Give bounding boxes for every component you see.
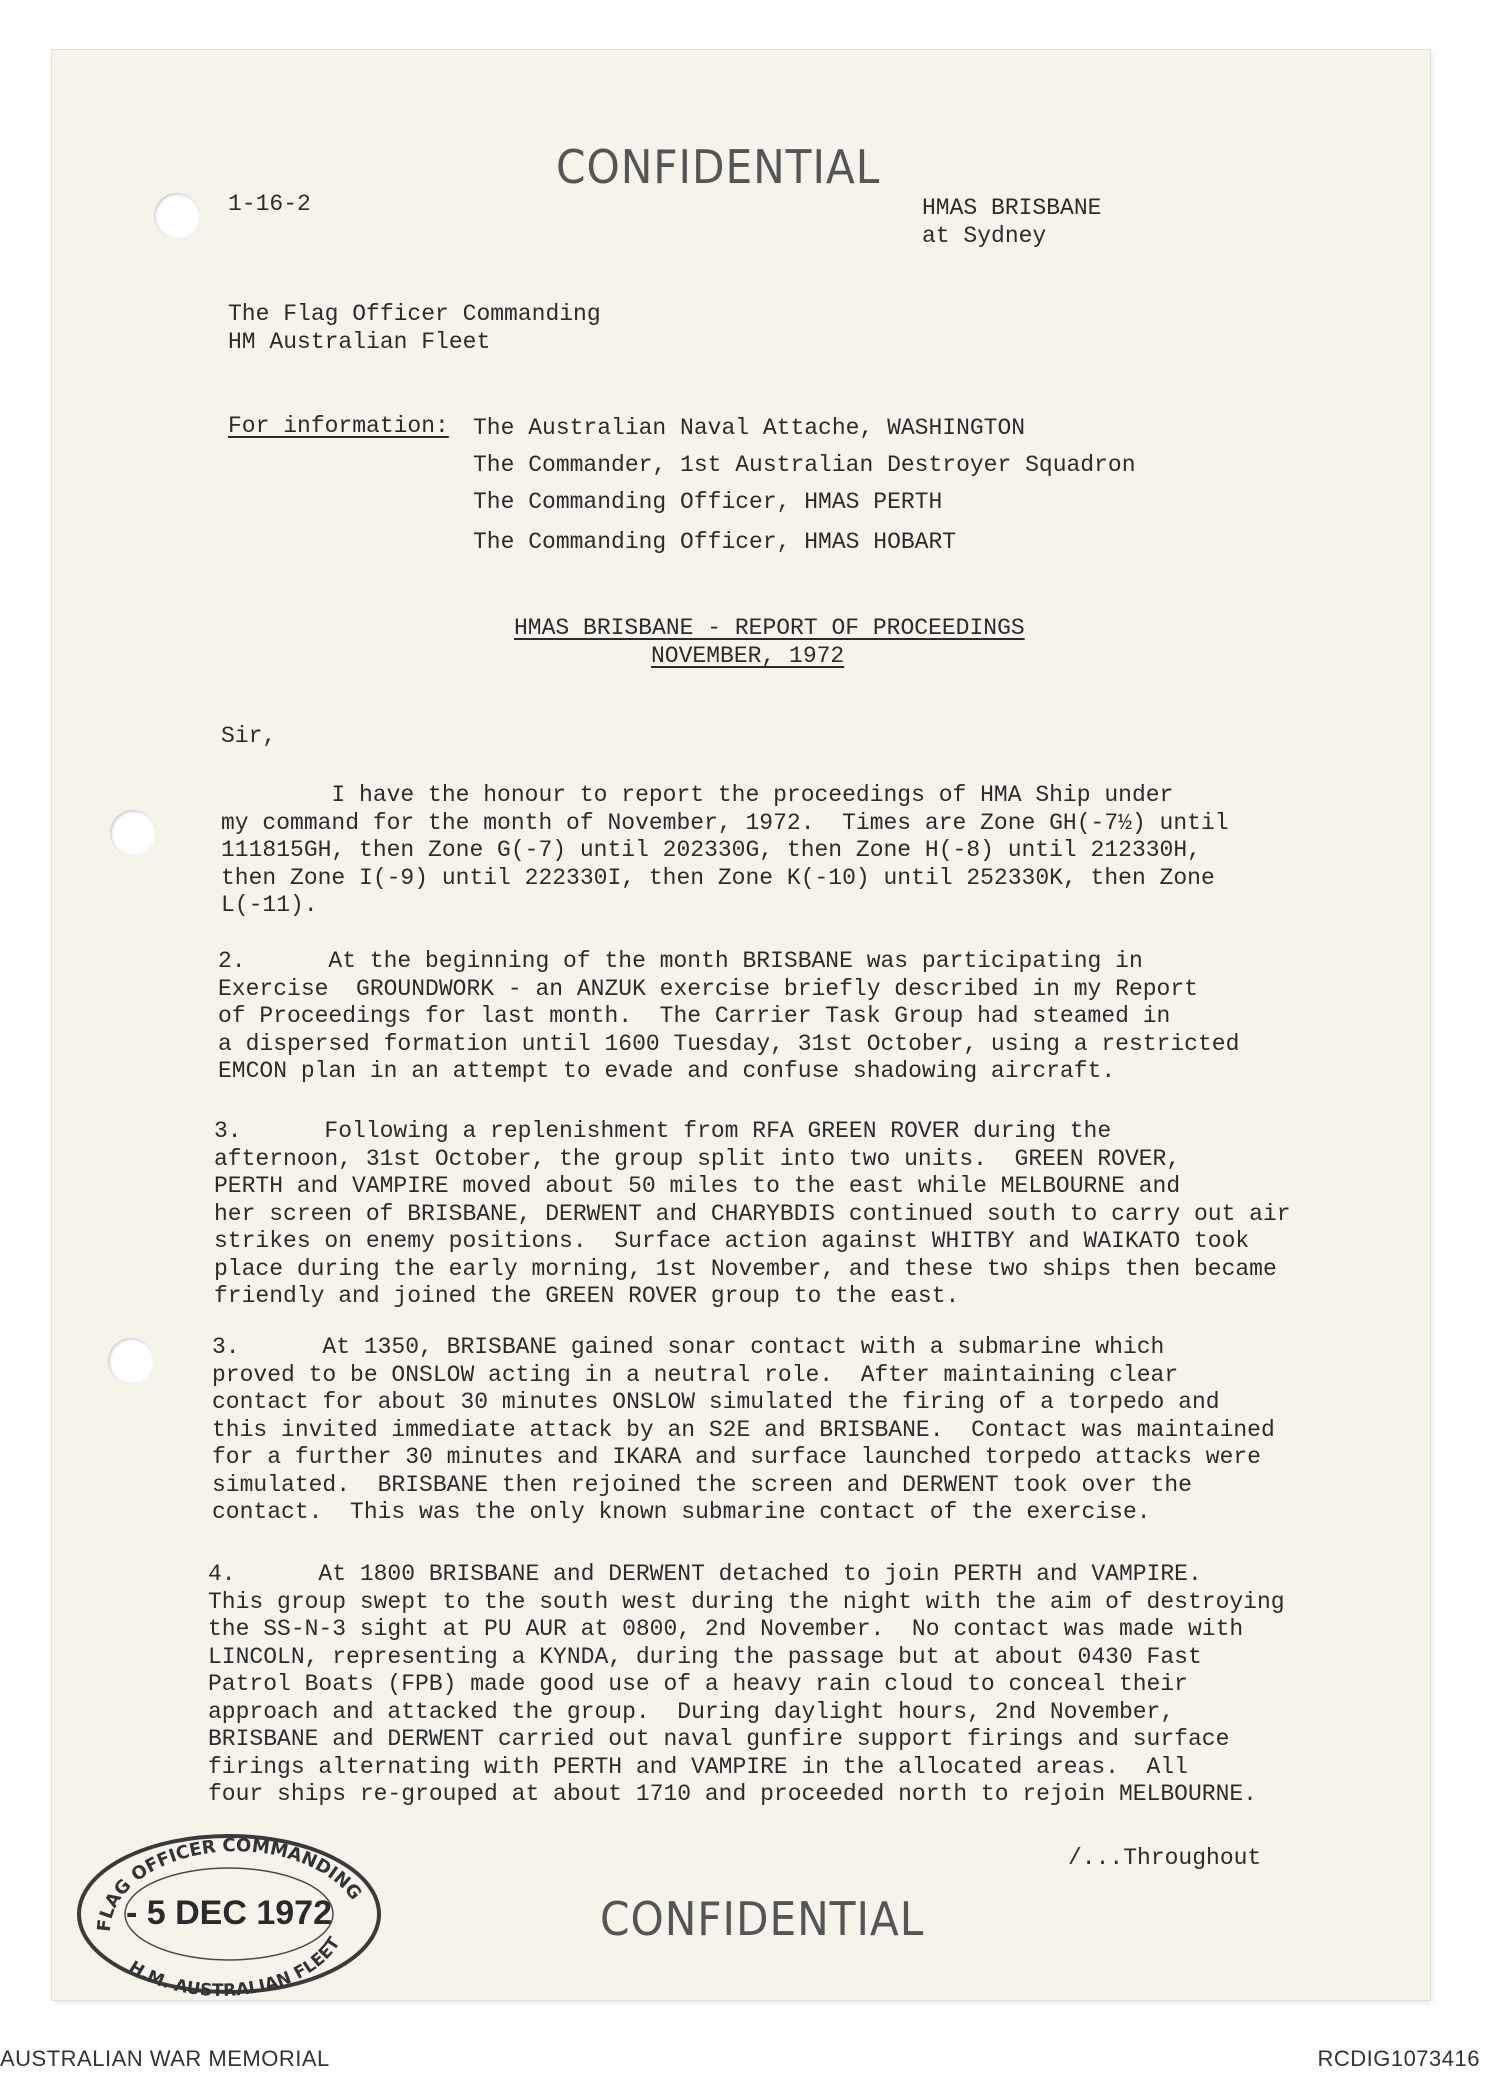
paragraph-line: her screen of BRISBANE, DERWENT and CHARYBDIS continued south to carry out air [214,1200,1291,1227]
paragraph-5 [208,1561,1285,1809]
paragraph-line: simulated. BRISBANE then rejoined the screen and DERWENT took over the [212,1471,1192,1498]
salutation: Sir, [221,723,277,749]
paragraph-line: then Zone I(-9) until 222330I, then Zone K(-10) until 252330K, then Zone [221,864,1215,891]
paragraph-line: PERTH and VAMPIRE moved about 50 miles to the east while MELBOURNE and [214,1173,1181,1199]
paragraph-line: strikes on enemy positions. Surface action against WHITBY and WAIKATO took [214,1228,1250,1254]
paragraph-line: afternoon, 31st October, the group split into two units. GREEN ROVER, [214,1145,1181,1172]
paragraph-line: contact. This was the only known submarine contact of the exercise. [212,1499,1151,1525]
paragraph-line: this invited immediate attack by an S2E and BRISBANE. Contact was maintained [212,1416,1275,1443]
recipient-3: The Commanding Officer, HMAS PERTH [473,489,943,515]
stamp-date: - 5 DEC 1972 [126,1894,332,1932]
paragraph-line: of Proceedings for last month. The Carrier Task Group had steamed in [218,1003,1171,1029]
paragraph-line: for a further 30 minutes and IKARA and surface launched torpedo attacks were [212,1444,1261,1470]
paragraph-line: This group swept to the south west during the night with the aim of destroying [208,1588,1285,1615]
paragraph-1 [221,782,1229,920]
paragraph-line: EMCON plan in an attempt to evade and confuse shadowing aircraft. [218,1058,1116,1084]
paragraph-line: my command for the month of November, 1972. Times are Zone GH(-7½) until [221,809,1229,836]
paragraph-line: four ships re-grouped at about 1710 and proceeded north to rejoin MELBOURNE. [208,1781,1257,1807]
punch-hole [108,1338,154,1384]
paragraph-line: friendly and joined the GREEN ROVER group to the east. [214,1283,960,1309]
confidential-stamp-bottom: CONFIDENTIAL [600,1892,925,1946]
paragraph-line: 4. At 1800 BRISBANE and DERWENT detached to join PERTH and VAMPIRE. [208,1561,1202,1587]
paragraph-line: approach and attacked the group. During daylight hours, 2nd November, [208,1698,1175,1725]
paragraph-line: Patrol Boats (FPB) made good use of a heavy rain cloud to conceal their [208,1671,1188,1697]
paragraph-3 [214,1118,1291,1311]
ship-location: at Sydney [922,223,1047,249]
paragraph-line: Exercise GROUNDWORK - an ANZUK exercise briefly described in my Report [218,975,1198,1002]
report-title: HMAS BRISBANE - REPORT OF PROCEEDINGS [514,615,1025,641]
stamp-bottom-text: H.M. AUSTRALIAN FLEET [125,1933,345,1998]
receipt-stamp-graphic [70,1820,388,1998]
paragraph-2 [218,948,1239,1086]
addressee-line-1: The Flag Officer Commanding [228,301,601,327]
paragraph-line: 3. Following a replenishment from RFA GREEN ROVER during the [214,1118,1112,1144]
paragraph-line: place during the early morning, 1st November, and these two ships then became [214,1255,1277,1282]
paragraph-line: BRISBANE and DERWENT carried out naval gunfire support firings and surface [208,1726,1230,1752]
file-reference: 1-16-2 [228,191,311,217]
paragraph-line: contact for about 30 minutes ONSLOW simulated the firing of a torpedo and [212,1389,1220,1415]
stamp-top-text: FLAG OFFICER COMMANDING [93,1835,366,1933]
recipient-2: The Commander, 1st Australian Destroyer Squadron [473,452,1136,478]
paragraph-line: the SS-N-3 sight at PU AUR at 0800, 2nd November. No contact was made with [208,1616,1244,1642]
punch-hole [110,810,156,856]
paragraph-line: firings alternating with PERTH and VAMPIRE in the allocated areas. All [208,1753,1188,1780]
receipt-date-stamp [70,1820,388,1998]
paragraph-4 [212,1334,1275,1527]
footer-record-id: RCDIG1073416 [1317,2046,1480,2071]
continuation-catchword: /...Throughout [1068,1845,1262,1871]
paragraph-line: a dispersed formation until 1600 Tuesday, 31st October, using a restricted [218,1030,1240,1057]
ship-name: HMAS BRISBANE [922,195,1102,221]
confidential-stamp-top: CONFIDENTIAL [556,140,881,194]
report-subtitle: NOVEMBER, 1972 [651,643,845,669]
paragraph-line: 3. At 1350, BRISBANE gained sonar contact with a submarine which [212,1334,1165,1360]
paragraph-line: proved to be ONSLOW acting in a neutral role. After maintaining clear [212,1361,1179,1388]
footer-institution: AUSTRALIAN WAR MEMORIAL [0,2046,330,2071]
paragraph-line: L(-11). [221,892,318,918]
recipient-1: The Australian Naval Attache, WASHINGTON [473,415,1026,441]
recipient-4: The Commanding Officer, HMAS HOBART [473,529,957,555]
paragraph-line: 111815GH, then Zone G(-7) until 202330G, then Zone H(-8) until 212330H, [221,837,1201,863]
paragraph-line: 2. At the beginning of the month BRISBANE was participating in [218,948,1143,974]
paragraph-line: I have the honour to report the proceedings of HMA Ship under [221,782,1174,808]
for-information-label: For information: [228,413,449,439]
punch-hole [154,193,200,239]
addressee-line-2: HM Australian Fleet [228,329,491,355]
paragraph-line: LINCOLN, representing a KYNDA, during the passage but at about 0430 Fast [208,1643,1202,1670]
